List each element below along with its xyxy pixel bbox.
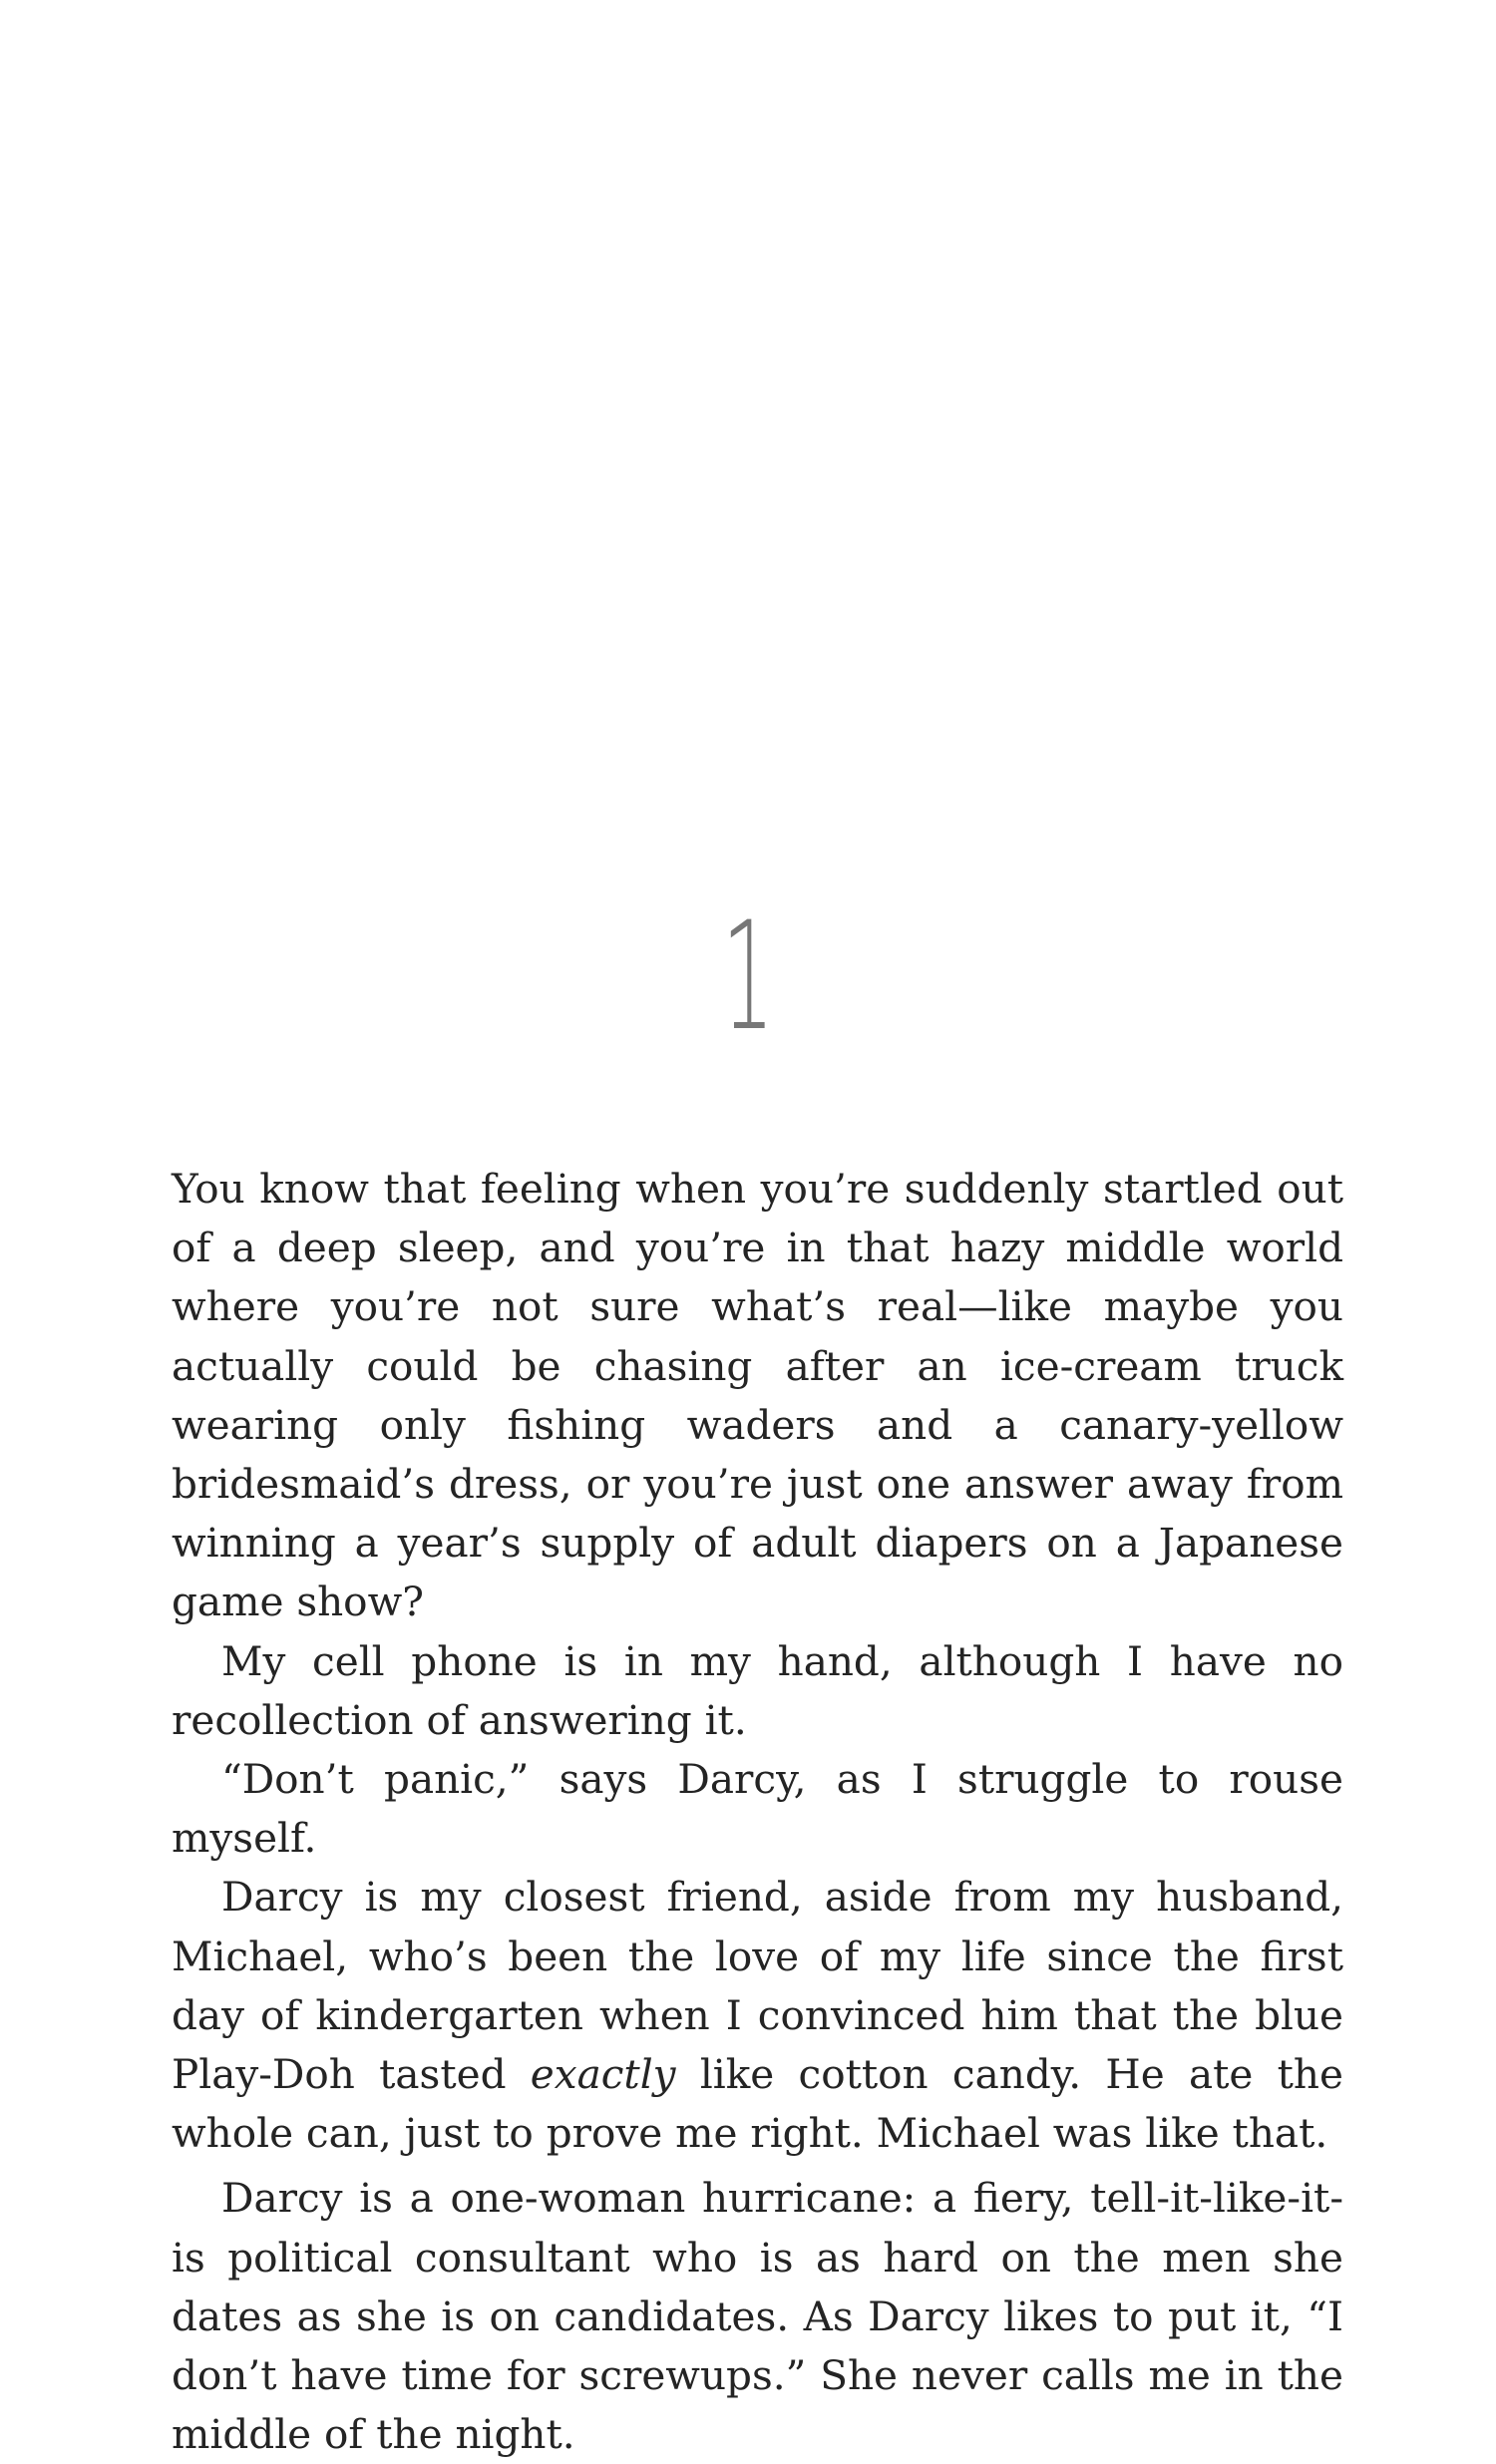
chapter-number: 1 — [721, 890, 775, 1064]
paragraph-3: “Don’t panic,” says Darcy, as I struggle to rouse myself. — [172, 1755, 1343, 1863]
paragraph-5: Darcy is a one-woman hurricane: a fiery, tell-it-like-it-is political consultant who is as hard on the men she dates as she is on candidates. As Darcy likes to put it, “I don’t have time for screwups.” She never calls me in the middle of the night. — [172, 2174, 1343, 2459]
paragraph-1: You know that feeling when you’re suddenly startled out of a deep sleep, and you’re in that hazy middle world where you’re not sure what’s real—like maybe you actually could be chasing after an ice-cream truck wearing only fishing waders and a canary-yellow bridesmaid’s dress, or you’re just one answer away from winning a year’s supply of adult diapers on a Japanese game show? — [172, 1165, 1343, 1626]
paragraph-4-emphasis: exactly — [530, 2050, 676, 2099]
paragraph-4 — [172, 1868, 1343, 2163]
paragraph-4-text-end: like cotton candy. He ate the whole can, just to prove me right. Michael was like that. — [172, 2050, 1343, 2158]
paragraph-2: My cell phone is in my hand, although I have no recollection of answering it. — [172, 1636, 1343, 1744]
paragraph-4-text: Darcy is my closest friend, aside from my husband, Michael, who’s been the love of my life since the first day of kindergarten when I convinced him that the blue Play-Doh tasted — [172, 1873, 1343, 2099]
chapter-body — [172, 1160, 1343, 2464]
